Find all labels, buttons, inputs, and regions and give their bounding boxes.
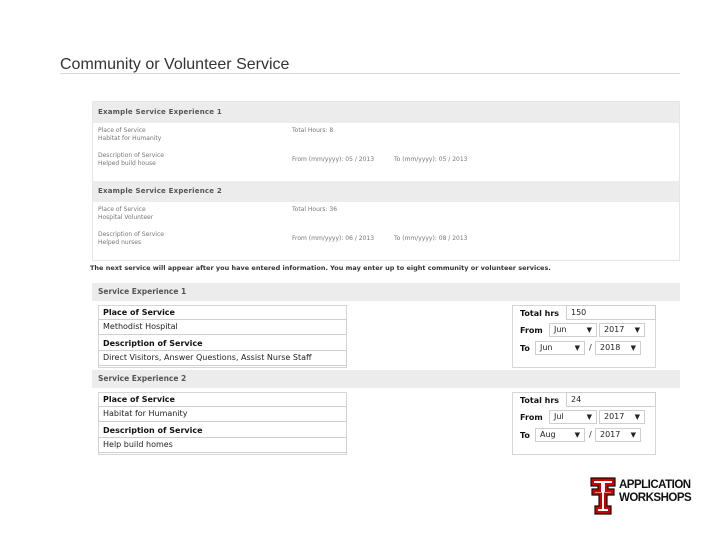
service-2-place-label: Place of Service: [103, 395, 175, 404]
example-1-description-label: Description of Service: [98, 152, 164, 159]
example-2-description-label: Description of Service: [98, 231, 164, 238]
service-2-place-input[interactable]: Habitat for Humanity: [98, 406, 347, 422]
service-1-description-input[interactable]: Direct Visitors, Answer Questions, Assist Nurse Staff: [98, 350, 347, 366]
chevron-down-icon: ▼: [630, 431, 636, 439]
service-1-to-label: To: [520, 344, 530, 353]
chevron-down-icon: ▼: [574, 344, 580, 352]
service-2-description-label: Description of Service: [103, 426, 203, 435]
service-1-total-hrs-label: Total hrs: [520, 309, 560, 318]
service-2-header: Service Experience 2: [92, 370, 680, 388]
service-2-from-year-select[interactable]: 2017 ▼: [599, 410, 645, 424]
chevron-down-icon: ▼: [630, 344, 636, 352]
chevron-down-icon: ▼: [586, 413, 592, 421]
example-2-body: [93, 202, 679, 260]
application-workshops-logo: [590, 477, 692, 515]
service-1-header: Service Experience 1: [92, 283, 680, 301]
service-2-to-label: To: [520, 431, 530, 440]
example-1-place-label: Place of Service: [98, 127, 146, 134]
double-t-logo-icon: [590, 477, 616, 515]
example-2-to: To (mm/yyyy): 08 / 2013: [394, 235, 468, 242]
chevron-down-icon: ▼: [586, 326, 592, 334]
example-2-header: Example Service Experience 2: [93, 181, 679, 202]
service-1-to-month-select[interactable]: Jun ▼: [535, 341, 585, 355]
service-1-place-input[interactable]: Methodist Hospital: [98, 319, 347, 335]
page-title: Community or Volunteer Service: [60, 56, 290, 73]
example-1-header: Example Service Experience 1: [93, 102, 679, 123]
chevron-down-icon: ▼: [634, 326, 640, 334]
example-1-description-value: Helped build house: [98, 160, 156, 167]
chevron-down-icon: ▼: [574, 431, 580, 439]
example-experiences-panel: [92, 101, 680, 261]
date-separator: /: [589, 343, 592, 352]
logo-line-2: WORKSHOPS: [619, 492, 692, 504]
chevron-down-icon: ▼: [634, 413, 640, 421]
service-2-description-input[interactable]: Help build homes: [98, 437, 347, 453]
example-1-body: [93, 123, 679, 181]
example-1-total-hours: Total Hours: 8: [292, 127, 334, 134]
service-2-from-month-select[interactable]: Jul ▼: [549, 410, 597, 424]
service-1-from-label: From: [520, 326, 543, 335]
example-2-place-label: Place of Service: [98, 206, 146, 213]
service-2-total-hrs-label: Total hrs: [520, 396, 560, 405]
service-limit-note: The next service will appear after you have entered information. You may enter up to eight community or volunteer services.: [90, 264, 551, 272]
service-1-place-label: Place of Service: [103, 308, 175, 317]
service-experience-1: [92, 283, 680, 370]
example-1-from: From (mm/yyyy): 05 / 2013: [292, 156, 375, 163]
date-separator: /: [589, 430, 592, 439]
service-2-total-hrs-input[interactable]: 24: [566, 392, 656, 407]
service-1-from-year-select[interactable]: 2017 ▼: [599, 323, 645, 337]
service-1-from-month-select[interactable]: Jun ▼: [549, 323, 597, 337]
service-2-to-year-select[interactable]: 2017 ▼: [595, 428, 641, 442]
service-experience-2: [92, 370, 680, 457]
example-1-place-value: Habitat for Humanity: [98, 135, 162, 142]
service-1-to-year-select[interactable]: 2018 ▼: [595, 341, 641, 355]
example-2-from: From (mm/yyyy): 06 / 2013: [292, 235, 375, 242]
logo-line-1: APPLICATION: [619, 479, 691, 491]
service-2-from-label: From: [520, 413, 543, 422]
title-divider: [60, 73, 680, 74]
example-2-place-value: Hospital Volunteer: [98, 214, 154, 221]
service-1-description-label: Description of Service: [103, 339, 203, 348]
service-2-to-month-select[interactable]: Aug ▼: [535, 428, 585, 442]
example-2-total-hours: Total Hours: 36: [292, 206, 338, 213]
service-1-total-hrs-input[interactable]: 150: [566, 305, 656, 320]
example-1-to: To (mm/yyyy): 05 / 2013: [394, 156, 468, 163]
example-2-description-value: Helped nurses: [98, 239, 142, 246]
